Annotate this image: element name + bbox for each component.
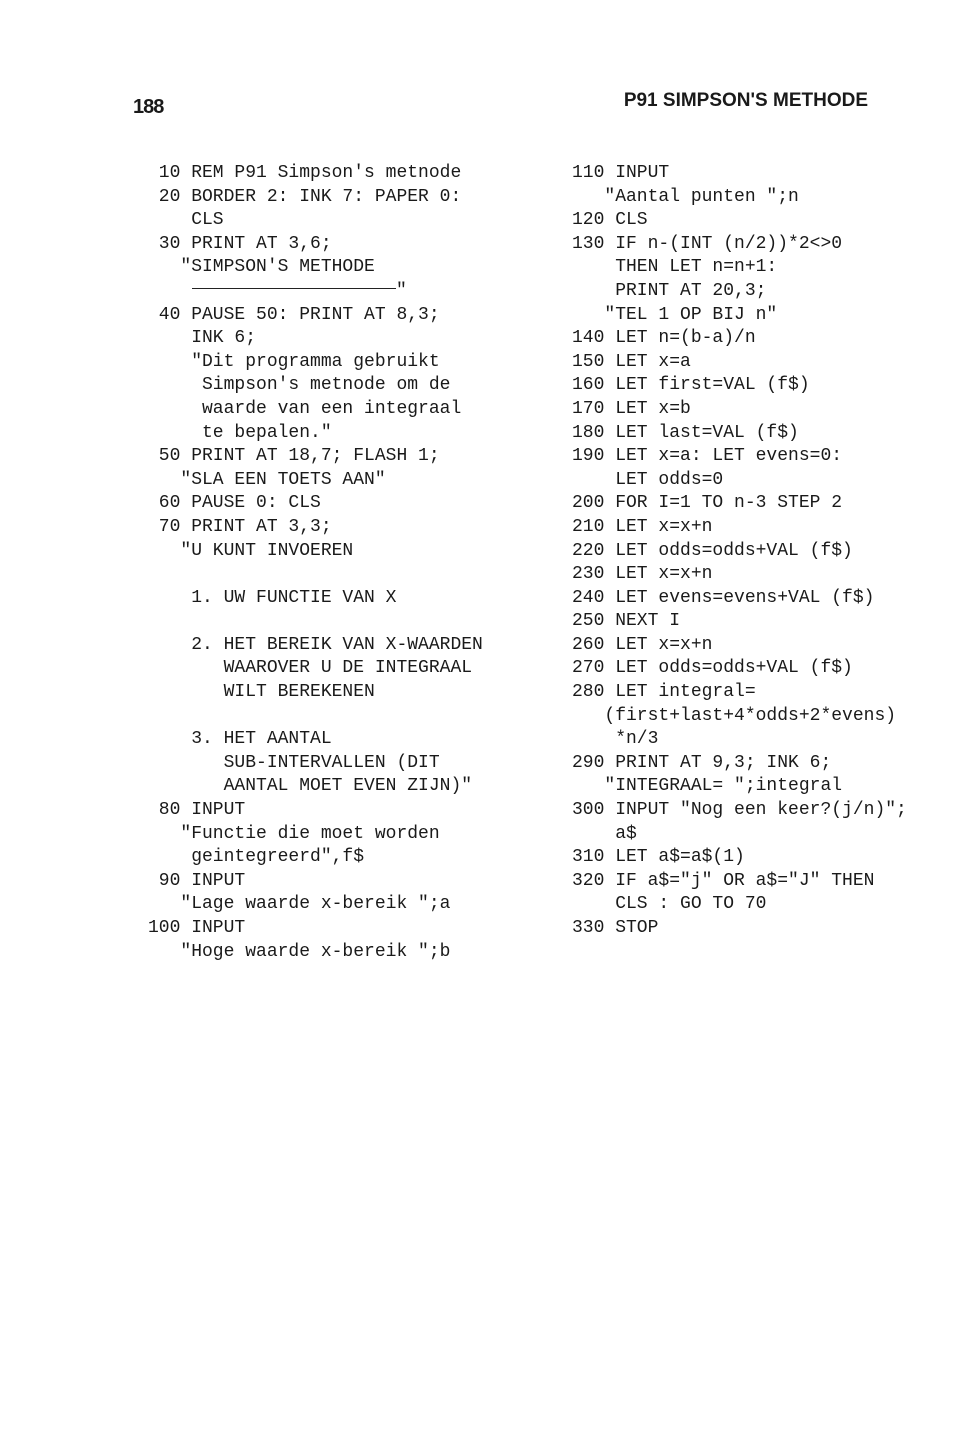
code-line: INK 6; xyxy=(148,328,257,349)
code-line: 260 LET x=x+n xyxy=(572,634,713,655)
code-line: *n/3 xyxy=(572,729,659,750)
code-line: SUB-INTERVALLEN (DIT xyxy=(148,752,440,773)
code-line: 140 LET n=(b-a)/n xyxy=(572,328,756,349)
code-line: 210 LET x=x+n xyxy=(572,516,713,537)
code-line: 30 PRINT AT 3,6; xyxy=(148,233,332,254)
page-number: 188 xyxy=(133,96,164,118)
code-line: 120 CLS xyxy=(572,210,648,231)
code-line: THEN LET n=n+1: xyxy=(572,257,778,278)
listing-right-column xyxy=(572,162,962,941)
code-line: 20 BORDER 2: INK 7: PAPER 0: xyxy=(148,186,462,207)
code-line: PRINT AT 20,3; xyxy=(572,280,767,301)
code-line: 300 INPUT "Nog een keer?(j/n)"; xyxy=(572,800,907,821)
blank-line xyxy=(148,610,548,634)
code-line: 150 LET x=a xyxy=(572,351,691,372)
code-line: 270 LET odds=odds+VAL (f$) xyxy=(572,658,853,679)
code-line: a$ xyxy=(572,823,637,844)
code-line: "SLA EEN TOETS AAN" xyxy=(148,469,386,490)
listing-left-column xyxy=(148,162,548,964)
underline-line xyxy=(148,280,548,304)
code-line: 160 LET first=VAL (f$) xyxy=(572,375,810,396)
code-line: WILT BEREKENEN xyxy=(148,682,375,703)
code-line: 290 PRINT AT 9,3; INK 6; xyxy=(572,752,832,773)
code-line: 40 PAUSE 50: PRINT AT 8,3; xyxy=(148,304,440,325)
blank-line xyxy=(148,705,548,729)
code-line: 330 STOP xyxy=(572,918,659,938)
code-line: CLS : GO TO 70 xyxy=(572,894,767,915)
code-line: "Dit programma gebruikt xyxy=(148,351,440,372)
code-line: 230 LET x=x+n xyxy=(572,564,713,585)
code-line: te bepalen." xyxy=(148,422,332,443)
code-line: Simpson's metnode om de xyxy=(148,375,451,396)
code-line: 130 IF n-(INT (n/2))*2<>0 xyxy=(572,233,843,254)
code-line: AANTAL MOET EVEN ZIJN)" xyxy=(148,776,473,797)
code-line: 80 INPUT xyxy=(148,800,246,821)
code-line: 60 PAUSE 0: CLS xyxy=(148,493,321,514)
page-title: P91 SIMPSON'S METHODE xyxy=(623,90,868,111)
code-line: 100 INPUT xyxy=(148,918,246,938)
blank-line xyxy=(148,563,548,587)
code-line: waarde van een integraal xyxy=(148,398,462,419)
code-line: 1. UW FUNCTIE VAN X xyxy=(148,587,397,608)
code-line: 220 LET odds=odds+VAL (f$) xyxy=(572,540,853,561)
code-line: "Hoge waarde x-bereik ";b xyxy=(148,941,451,962)
code-line: 3. HET AANTAL xyxy=(148,729,332,750)
code-line: "INTEGRAAL= ";integral xyxy=(572,776,843,797)
code-line: 320 IF a$="j" OR a$="J" THEN xyxy=(572,870,875,891)
code-line: 2. HET BEREIK VAN X-WAARDEN xyxy=(148,634,483,655)
code-line: "Functie die moet worden xyxy=(148,823,440,844)
code-line: 280 LET integral= xyxy=(572,682,756,703)
code-line: "SIMPSON'S METHODE xyxy=(148,257,375,278)
code-line: "TEL 1 OP BIJ n" xyxy=(572,304,778,325)
code-line: (first+last+4*odds+2*evens) xyxy=(572,705,897,726)
code-line: 250 NEXT I xyxy=(572,611,681,632)
code-line: 200 FOR I=1 TO n-3 STEP 2 xyxy=(572,493,843,514)
code-line: 110 INPUT xyxy=(572,163,670,183)
code-line: 310 LET a$=a$(1) xyxy=(572,847,745,868)
closing-quote: " xyxy=(396,280,407,301)
code-line: 190 LET x=a: LET evens=0: xyxy=(572,446,843,467)
code-line: "Aantal punten ";n xyxy=(572,186,799,207)
code-line: LET odds=0 xyxy=(572,469,724,490)
code-line: 50 PRINT AT 18,7; FLASH 1; xyxy=(148,446,440,467)
underline-rule xyxy=(192,288,396,289)
code-line: 10 REM P91 Simpson's metnode xyxy=(148,163,462,183)
code-line: WAAROVER U DE INTEGRAAL xyxy=(148,658,473,679)
code-line: 170 LET x=b xyxy=(572,398,691,419)
code-line: 180 LET last=VAL (f$) xyxy=(572,422,799,443)
code-line: 240 LET evens=evens+VAL (f$) xyxy=(572,587,875,608)
code-line: 70 PRINT AT 3,3; xyxy=(148,516,332,537)
code-line: "Lage waarde x-bereik ";a xyxy=(148,894,451,915)
code-line: CLS xyxy=(148,210,224,231)
code-line: geintegreerd",f$ xyxy=(148,847,365,868)
code-line: 90 INPUT xyxy=(148,870,246,891)
code-line: "U KUNT INVOEREN xyxy=(148,540,354,561)
